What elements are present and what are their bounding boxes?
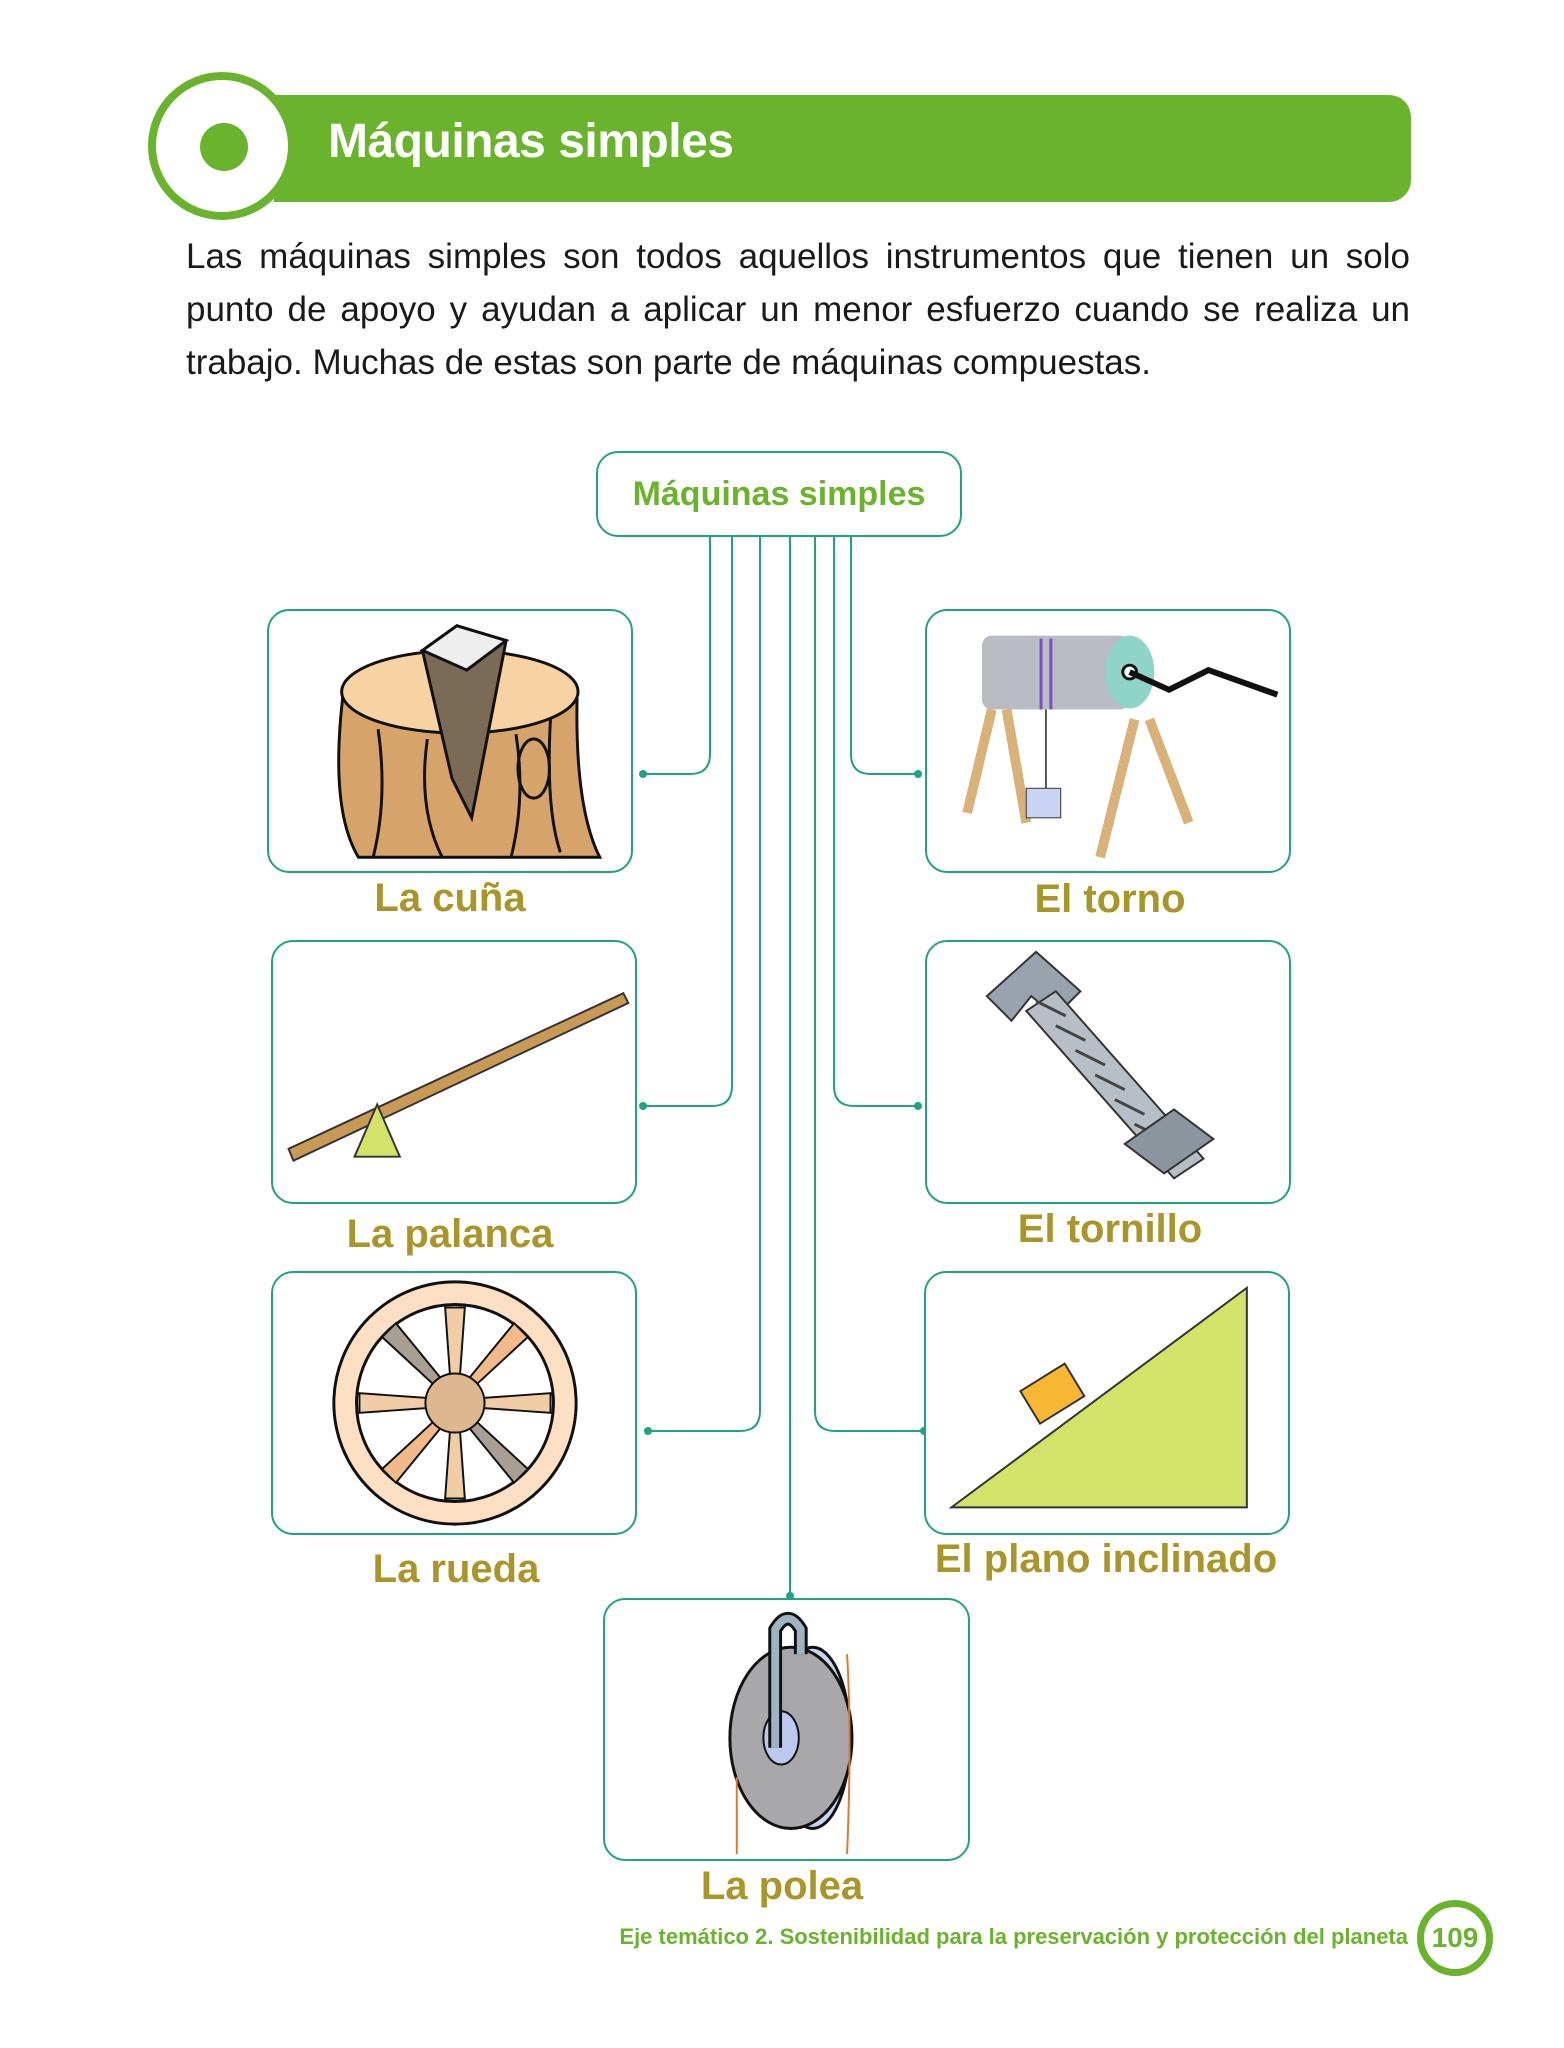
label-pulley: La polea [700, 1864, 864, 1908]
label-lever: La palanca [346, 1212, 554, 1256]
diagram-root-label: Máquinas simples [632, 474, 926, 513]
footer-axis-text: Eje temático 2. Sostenibilidad para la preservación y protección del planeta [619, 1924, 1408, 1949]
card-winch [925, 609, 1291, 873]
label-screw: El tornillo [1017, 1207, 1203, 1251]
connector-cuna [643, 537, 710, 774]
screw-icon [927, 942, 1289, 1202]
page-number-text: 109 [1431, 1922, 1479, 1953]
connector-palanca [643, 537, 732, 1106]
connector-tornillo [834, 537, 918, 1106]
card-screw [925, 940, 1291, 1204]
label-wheel: La rueda [372, 1547, 540, 1591]
lever-icon [273, 942, 635, 1202]
section-title: Máquinas simples [328, 115, 734, 168]
inclined-plane-icon [926, 1273, 1288, 1533]
pulley-icon [605, 1600, 968, 1859]
intro-paragraph: Las máquinas simples son todos aquellos instrumentos que tienen un solo punto de apoyo y ayudan a aplicar un menor esfuerzo cuando se realiza un trabajo. Muchas de estas son parte de máquinas compuestas. [186, 237, 1410, 382]
card-wheel [271, 1271, 637, 1535]
label-winch: El torno [1034, 877, 1186, 921]
card-lever [271, 940, 637, 1204]
card-pulley [603, 1598, 970, 1861]
winch-icon [927, 611, 1289, 871]
wedge-stump-icon [269, 611, 631, 871]
wheel-icon [273, 1273, 635, 1533]
page-number [1417, 1900, 1493, 1976]
label-wedge: La cuña [374, 876, 526, 920]
diagram-root-node [596, 451, 962, 537]
label-inclined-plane: El plano inclinado [934, 1537, 1278, 1581]
connector-plano [815, 537, 924, 1431]
card-inclined-plane [924, 1271, 1290, 1535]
card-wedge [267, 609, 633, 873]
connector-rueda [648, 537, 760, 1431]
connector-torno [851, 537, 918, 774]
